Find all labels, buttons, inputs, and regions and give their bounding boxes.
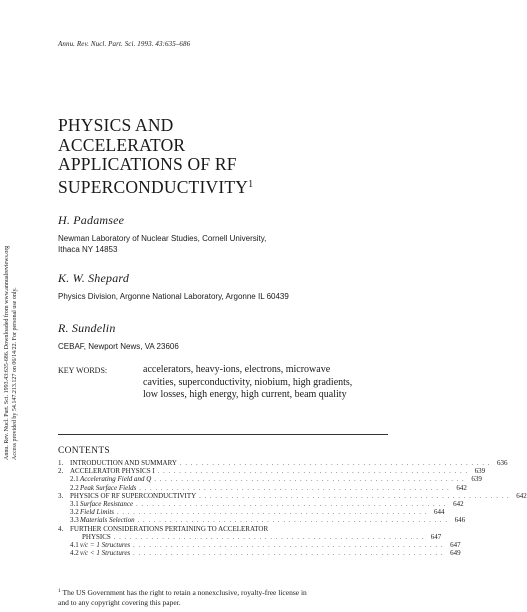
affiliation-line: Physics Division, Argonne National Laboratory, Argonne IL 60439 <box>58 292 289 301</box>
title-line <box>58 175 253 198</box>
toc-entry[interactable] <box>58 549 461 558</box>
footnote-line <box>58 587 388 598</box>
toc-label: Field Limits <box>80 508 115 517</box>
toc-label: PHYSICS OF RF SUPERCONDUCTIVITY <box>70 491 197 500</box>
affiliation-line: Ithaca NY 14853 <box>58 245 118 254</box>
toc-number: 3. <box>58 491 64 500</box>
toc-number: 2.1 <box>70 475 79 484</box>
title-line: PHYSICS AND <box>58 115 174 135</box>
author-name: K. W. Shepard <box>58 271 130 285</box>
keywords-line: low losses, high energy, high current, beam quality <box>143 389 347 400</box>
toc-page: 639 <box>471 475 482 484</box>
toc-leader-dots: . . . . . . . . . . . . . . . . . . . . . . . . . . . . . . . . . . . . . . . . . . . . . . . . . . . . . . . . . . <box>133 542 444 549</box>
toc-entry[interactable] <box>58 483 467 492</box>
toc-number: 2.2 <box>70 483 79 492</box>
toc-label: INTRODUCTION AND SUMMARY <box>70 459 177 467</box>
author-name: R. Sundelin <box>58 321 116 335</box>
margin-note-line: Access provided by 54.147.213.127 on 06/14/22. For personal use only. <box>11 287 18 460</box>
toc-page: 644 <box>434 508 445 517</box>
toc-leader-dots: . . . . . . . . . . . . . . . . . . . . . . . . . . . . . . . . . . . . . . . . . . . . . . . . . . . . . . . . . . <box>199 493 510 500</box>
author-affiliation <box>58 291 289 302</box>
toc-leader-dots: . . . . . . . . . . . . . . . . . . . . . . . . . . . . . . . . . . . . . . . . . . . . . . . . . . . . . . . . . . <box>154 477 465 484</box>
affiliation-line: Newman Laboratory of Nuclear Studies, Cornell University, <box>58 234 267 243</box>
toc-page: 649 <box>450 549 461 558</box>
footnote-text: The US Government has the right to retain a nonexclusive, royalty-free license in <box>62 588 307 597</box>
toc-label: v/c = 1 Structures <box>80 540 131 549</box>
toc-page: 646 <box>454 516 466 525</box>
toc-number: 3.1 <box>70 499 79 508</box>
toc-label: v/c < 1 Structures <box>80 549 131 558</box>
contents-heading: CONTENTS <box>58 446 111 456</box>
toc-leader-dots: . . . . . . . . . . . . . . . . . . . . . . . . . . . . . . . . . . . . . . . . . . . . . . . . . . . . . . . . . . <box>157 469 469 476</box>
toc-label: PHYSICS <box>82 532 111 541</box>
contents-divider <box>58 434 388 435</box>
article-title <box>58 116 253 197</box>
affiliation-line: CEBAF, Newport News, VA 23606 <box>58 342 179 351</box>
toc-page: 639 <box>474 467 486 476</box>
footnote-line: and to any copyright covering this paper. <box>58 597 181 607</box>
keywords-list <box>143 364 388 402</box>
toc-number: 4. <box>58 524 64 533</box>
toc-number: 2. <box>58 467 64 476</box>
toc-label: Peak Surface Fields <box>80 483 137 492</box>
author-affiliation <box>58 341 179 352</box>
toc-entry[interactable] <box>58 525 370 533</box>
title-line: ACCELERATOR <box>58 134 186 155</box>
toc-label: Materials Selection <box>80 516 135 525</box>
toc-number: 3.2 <box>70 508 79 517</box>
toc-label: ACCELERATOR PHYSICS I <box>70 467 155 476</box>
toc-entry-continued[interactable] <box>58 532 442 541</box>
toc-leader-dots: . . . . . . . . . . . . . . . . . . . . . . . . . . . . . . . . . . . . . . . . . . . . . . . . . . . . . . . . . . <box>133 551 444 558</box>
toc-entry[interactable] <box>58 475 482 484</box>
toc-page: 647 <box>430 532 442 541</box>
toc-page: 636 <box>496 459 508 467</box>
toc-number: 1. <box>58 459 64 467</box>
title-line-text: SUPERCONDUCTIVITY <box>58 176 249 197</box>
toc-leader-dots: . . . . . . . . . . . . . . . . . . . . . . . . . . . . . . . . . . . . . . . . . . . . . . . . . . . . . . . . . . <box>117 510 428 517</box>
toc-entry[interactable] <box>58 516 466 525</box>
toc-entry[interactable] <box>58 459 508 467</box>
keywords-label: KEY WORDS: <box>58 366 108 375</box>
toc-leader-dots: . . . . . . . . . . . . . . . . . . . . . . . . . . . . . . . . . . . . . . . . . . . . . . . . . . . . . . . . . . <box>136 501 447 508</box>
toc-entry[interactable] <box>58 540 461 549</box>
footnote <box>58 587 388 607</box>
toc-entry[interactable] <box>58 508 445 517</box>
toc-label: Accelerating Field and Q <box>80 475 152 484</box>
toc-number: 4.1 <box>70 540 79 549</box>
footnote-mark: 1 <box>58 588 61 594</box>
keywords-line: accelerators, heavy-ions, electrons, microwave <box>143 364 331 375</box>
toc-leader-dots: . . . . . . . . . . . . . . . . . . . . . . . . . . . . . . . . . . . . . . . . . . . . . . . . . . . . . . . . . . <box>139 485 450 492</box>
toc-number: 3.3 <box>70 516 79 525</box>
toc-entry[interactable] <box>58 499 464 508</box>
toc-label: FURTHER CONSIDERATIONS PERTAINING TO ACCELERATOR <box>70 524 269 533</box>
author-name: H. Padamsee <box>58 213 125 227</box>
keywords-line: cavities, superconductivity, niobium, high gradients, <box>143 376 353 388</box>
toc-page: 642 <box>516 491 527 500</box>
margin-note-line: Annu. Rev. Nucl. Part. Sci. 1993.43:635-686. Downloaded from www.annualreviews.org <box>4 245 10 460</box>
journal-citation: Annu. Rev. Nucl. Part. Sci. 1993. 43:635–686 <box>58 40 191 48</box>
toc-entry[interactable] <box>58 491 527 500</box>
toc-label: Surface Resistance <box>80 499 134 508</box>
author-affiliation <box>58 233 266 255</box>
title-line: APPLICATIONS OF RF <box>58 154 237 174</box>
toc-number: 4.2 <box>70 549 79 558</box>
toc-page: 642 <box>453 499 464 508</box>
toc-page: 642 <box>456 483 467 492</box>
title-footnote-mark: 1 <box>248 178 254 190</box>
toc-leader-dots: . . . . . . . . . . . . . . . . . . . . . . . . . . . . . . . . . . . . . . . . . . . . . . . . . . . . . . . . . . <box>137 518 449 525</box>
download-margin-note <box>4 160 19 460</box>
toc-leader-dots: . . . . . . . . . . . . . . . . . . . . . . . . . . . . . . . . . . . . . . . . . . . . . . . . . . . . . . . . . . <box>179 461 491 467</box>
toc-entry[interactable] <box>58 467 486 476</box>
toc-page: 647 <box>450 540 461 549</box>
toc-leader-dots: . . . . . . . . . . . . . . . . . . . . . . . . . . . . . . . . . . . . . . . . . . . . . . . . . . . . . . . . . . <box>113 534 425 541</box>
table-of-contents <box>58 459 527 558</box>
